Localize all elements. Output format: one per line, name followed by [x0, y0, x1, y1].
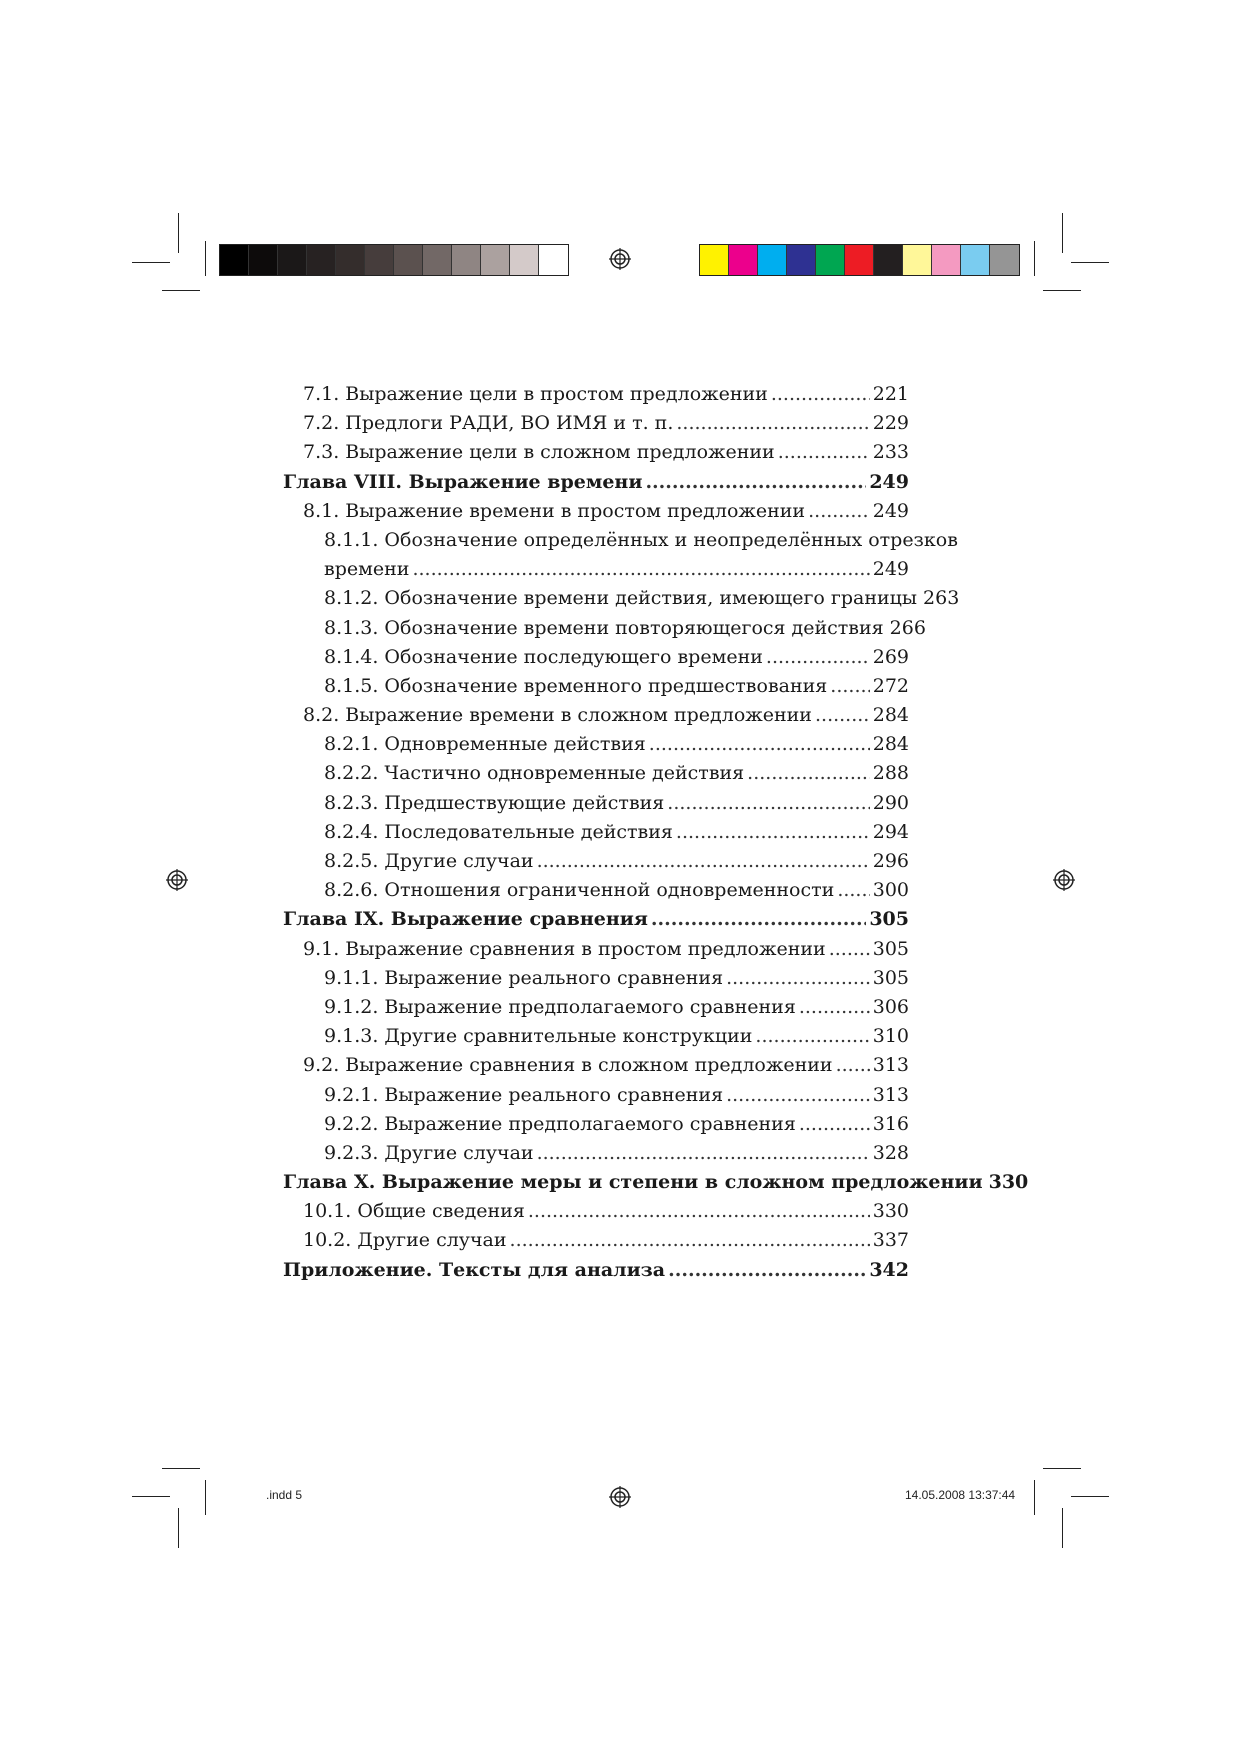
toc-entry-title: 8.2.3. Предшествующие действия — [324, 791, 665, 814]
color-swatch — [481, 245, 510, 275]
registration-mark-icon — [166, 869, 188, 891]
crop-mark — [1071, 262, 1109, 263]
dot-leader — [412, 558, 869, 580]
toc-entry-title: 9.2.2. Выражение предполагаемого сравнения — [324, 1112, 796, 1135]
dot-leader — [667, 792, 869, 814]
toc-entry-title: 9.2.1. Выражение реального сравнения — [324, 1083, 724, 1106]
toc-entry — [283, 1084, 909, 1113]
toc-page-number: 221 — [872, 383, 909, 405]
toc-page-number: 330 — [872, 1200, 909, 1223]
toc-entry-title: 8.1.1. Обозначение определённых и неопределённых отрезков — [324, 528, 958, 551]
registration-mark-icon — [1053, 869, 1075, 891]
color-swatch — [903, 245, 932, 275]
crop-mark — [162, 290, 200, 291]
toc-page-number: 310 — [872, 1025, 909, 1048]
toc-entry — [283, 500, 909, 529]
toc-entry — [283, 587, 960, 616]
toc-entry-title: 8.2.6. Отношения ограниченной одновременности — [324, 879, 835, 902]
crop-mark — [1043, 1468, 1081, 1469]
toc-page-number: 269 — [872, 645, 909, 668]
dot-leader — [771, 383, 870, 405]
toc-entry — [283, 792, 909, 821]
toc-entry-title: 9.1.3. Другие сравнительные конструкции — [324, 1025, 753, 1048]
toc-page-number: 233 — [872, 441, 909, 464]
toc-entry — [283, 412, 909, 441]
crop-mark — [1071, 1496, 1109, 1497]
color-swatch — [961, 245, 990, 275]
toc-page-number: 288 — [872, 762, 909, 785]
toc-entry — [283, 646, 909, 675]
color-swatch — [845, 245, 874, 275]
toc-page-number: 294 — [872, 820, 909, 843]
toc-entry-title: 7.1. Выражение цели в простом предложении — [303, 383, 768, 405]
crop-mark — [1062, 213, 1063, 253]
toc-entry — [283, 996, 909, 1025]
toc-entry — [283, 1142, 909, 1171]
toc-entry — [283, 1229, 909, 1258]
toc-entry-title: 8.2. Выражение времени в сложном предложении — [303, 704, 812, 727]
toc-entry-title: 9.2. Выражение сравнения в сложном предложении — [303, 1054, 833, 1077]
toc-chapter — [283, 471, 909, 500]
toc-chapter — [283, 1171, 1029, 1200]
color-swatch — [220, 245, 249, 275]
crop-mark — [178, 213, 179, 253]
toc-entry-title: 9.1.2. Выражение предполагаемого сравнения — [324, 995, 796, 1018]
dot-leader — [726, 1084, 870, 1106]
toc-page-number: 249 — [869, 470, 909, 493]
dot-leader — [808, 500, 870, 522]
toc-page-number: 316 — [872, 1112, 909, 1135]
dot-leader — [528, 1200, 870, 1222]
toc-page-number: 284 — [872, 733, 909, 756]
toc-page-number: 330 — [988, 1171, 1029, 1194]
toc-entry-title: 8.1.5. Обозначение временного предшествования — [324, 674, 828, 697]
toc-page-number: 313 — [872, 1083, 909, 1106]
toc-entry-title: 9.1.1. Выражение реального сравнения — [324, 966, 724, 989]
dot-leader — [766, 646, 870, 668]
dot-leader — [815, 704, 870, 726]
toc-page-number: 296 — [872, 850, 909, 872]
toc-entry-title: времени — [324, 558, 410, 581]
toc-page-number: 306 — [872, 995, 909, 1018]
toc-entry — [283, 1200, 909, 1229]
toc-page-number: 305 — [872, 966, 909, 989]
color-swatch — [278, 245, 307, 275]
toc-entry-title: 10.1. Общие сведения — [303, 1200, 525, 1223]
toc-entry-title: 7.3. Выражение цели в сложном предложении — [303, 441, 775, 464]
toc-entry-continuation — [283, 558, 909, 587]
toc-page-number: 313 — [872, 1054, 909, 1077]
crop-mark — [205, 241, 206, 276]
toc-page-number: 229 — [872, 412, 909, 435]
color-swatch — [758, 245, 787, 275]
toc-entry-title: Приложение. Тексты для анализа — [283, 1258, 666, 1281]
toc-page-number: 249 — [872, 499, 909, 522]
dot-leader — [830, 675, 869, 697]
color-swatch — [932, 245, 961, 275]
toc-entry-title: 8.2.5. Другие случаи — [324, 850, 534, 872]
color-swatch — [452, 245, 481, 275]
process-color-bar — [699, 244, 1020, 276]
dot-leader — [755, 1025, 869, 1047]
color-swatch — [365, 245, 394, 275]
toc-page-number: 284 — [872, 704, 909, 727]
toc-entry — [283, 762, 909, 791]
color-swatch — [307, 245, 336, 275]
color-swatch — [336, 245, 365, 275]
toc-entry — [283, 1054, 909, 1083]
color-swatch — [539, 245, 568, 275]
dot-leader — [726, 967, 870, 989]
grayscale-color-bar — [219, 244, 569, 276]
dot-leader — [799, 1113, 870, 1135]
toc-chapter — [283, 1259, 909, 1288]
toc-page-number: 263 — [923, 587, 960, 610]
toc-entry — [283, 938, 909, 967]
crop-mark — [205, 1480, 206, 1515]
toc-page-number: 337 — [872, 1229, 909, 1252]
registration-mark-icon — [609, 1486, 631, 1508]
toc-page-number: 342 — [869, 1258, 909, 1281]
dot-leader — [668, 1259, 866, 1281]
crop-mark — [1034, 241, 1035, 276]
crop-mark — [132, 262, 170, 263]
toc-entry-title: 9.2.3. Другие случаи — [324, 1141, 534, 1164]
toc-entry — [283, 821, 909, 850]
toc-entry-title: 10.2. Другие случаи — [303, 1229, 507, 1252]
dot-leader — [778, 441, 870, 463]
color-swatch — [816, 245, 845, 275]
dot-leader — [747, 762, 870, 784]
toc-entry-title: 8.1. Выражение времени в простом предложении — [303, 499, 806, 522]
crop-mark — [178, 1508, 179, 1548]
dot-leader — [799, 996, 870, 1018]
dot-leader — [537, 850, 870, 872]
dot-leader — [651, 908, 866, 930]
registration-mark-icon — [609, 248, 631, 270]
toc-page-number: 305 — [872, 937, 909, 960]
crop-mark — [162, 1468, 200, 1469]
toc-entry — [283, 850, 909, 879]
toc-entry-title: 8.1.3. Обозначение времени повторяющегося действия — [324, 616, 884, 639]
crop-mark — [1062, 1508, 1063, 1548]
toc-page-number: 305 — [869, 908, 909, 931]
toc-entry-title: Глава X. Выражение меры и степени в сложном предложении — [283, 1171, 983, 1194]
toc-page-number: 272 — [872, 674, 909, 697]
toc-page-number: 249 — [872, 558, 909, 581]
toc-entry-title: Глава VIII. Выражение времени — [283, 470, 643, 493]
toc-entry-title: 8.2.4. Последовательные действия — [324, 820, 673, 843]
toc-entry-title: 8.1.2. Обозначение времени действия, имеющего границы — [324, 587, 918, 610]
toc-entry-title: 7.2. Предлоги РАДИ, ВО ИМЯ и т. п. — [303, 412, 674, 435]
toc-entry — [283, 616, 926, 646]
toc-entry — [283, 733, 909, 762]
toc-page-number: 290 — [872, 791, 909, 814]
color-swatch — [510, 245, 539, 275]
color-swatch — [423, 245, 452, 275]
toc-entry — [283, 1113, 909, 1142]
toc-entry — [283, 383, 909, 412]
toc-entry-title: 8.1.4. Обозначение последующего времени — [324, 645, 763, 668]
toc-page-number: 300 — [872, 879, 909, 902]
toc-entry-title: Глава IX. Выражение сравнения — [283, 908, 648, 931]
color-swatch — [787, 245, 816, 275]
dot-leader — [836, 1054, 870, 1076]
toc-entry-title: 8.2.1. Одновременные действия — [324, 733, 646, 756]
dot-leader — [837, 879, 869, 901]
crop-mark — [1043, 290, 1081, 291]
toc-entry — [283, 441, 909, 470]
toc-entry-title: 9.1. Выражение сравнения в простом предложении — [303, 937, 826, 960]
toc-page-number: 328 — [872, 1141, 909, 1164]
slug-datetime: 14.05.2008 13:37:44 — [905, 1488, 1016, 1502]
color-swatch — [874, 245, 903, 275]
toc-entry — [283, 704, 909, 733]
toc-chapter — [283, 908, 909, 937]
table-of-contents — [283, 383, 1029, 1288]
dot-leader — [829, 938, 870, 960]
dot-leader — [537, 1142, 870, 1164]
toc-entry — [283, 675, 909, 704]
toc-entry-title: 8.2.2. Частично одновременные действия — [324, 762, 745, 785]
color-swatch — [700, 245, 729, 275]
crop-mark — [132, 1496, 170, 1497]
dot-leader — [676, 412, 869, 434]
color-swatch — [729, 245, 758, 275]
dot-leader — [676, 821, 870, 843]
color-swatch — [990, 245, 1019, 275]
crop-mark — [1034, 1480, 1035, 1515]
toc-entry — [283, 879, 909, 908]
toc-entry — [283, 528, 958, 558]
slug-filename: .indd 5 — [266, 1488, 303, 1502]
dot-leader — [510, 1229, 870, 1251]
toc-entry — [283, 1025, 909, 1054]
dot-leader — [645, 471, 866, 493]
color-swatch — [249, 245, 278, 275]
toc-page-number: 266 — [889, 616, 926, 639]
toc-entry — [283, 967, 909, 996]
dot-leader — [649, 733, 870, 755]
color-swatch — [394, 245, 423, 275]
